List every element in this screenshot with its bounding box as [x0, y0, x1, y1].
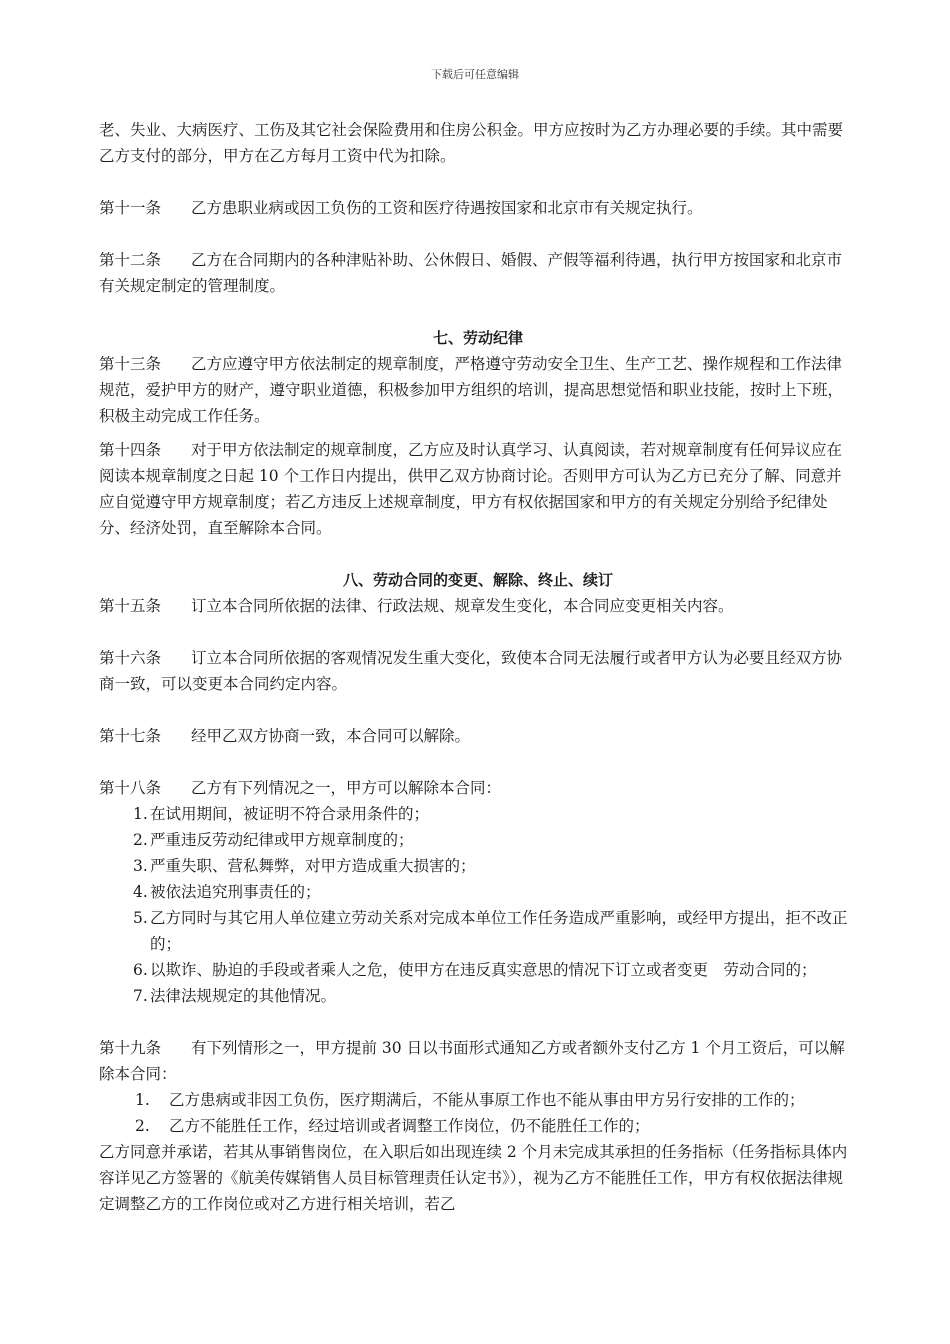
article-19-continuation: 乙方同意并承诺，若其从事销售岗位，在入职后如出现连续 2 个月未完成其承担的任务指标（任务指标具体内容详见乙方签署的《航美传媒销售人员目标管理责任认定书》），视为乙方不能胜任工作，甲方有权依据法律规定调整乙方的工作岗位或对乙方进行相关培训，若乙 [99, 1143, 848, 1213]
list-item: 2. 乙方不能胜任工作，经过培训或者调整工作岗位，仍不能胜任工作的； [135, 1117, 650, 1135]
article-13 [99, 351, 857, 429]
page-header: 下载后可任意编辑 [431, 68, 519, 81]
article-12 [99, 247, 857, 299]
list-item: 1. 在试用期间，被证明不符合录用条件的； [133, 805, 430, 823]
list-item: 7. 法律法规规定的其他情况。 [133, 987, 337, 1005]
section-heading-8: 八、劳动合同的变更、解除、终止、续订 [342, 571, 613, 589]
article-11 [99, 195, 857, 221]
article-label: 第十八条 [99, 779, 162, 797]
article-label: 第十五条 [99, 597, 162, 615]
document-body [99, 117, 857, 1217]
article-text: 乙方患职业病或因工负伤的工资和医疗待遇按国家和北京市有关规定执行。 [191, 199, 703, 217]
article-16 [99, 645, 857, 697]
article-18-list [99, 801, 857, 1009]
article-label: 第十二条 [99, 251, 162, 269]
article-15 [99, 593, 857, 619]
article-text: 经甲乙双方协商一致，本合同可以解除。 [191, 727, 471, 745]
list-item: 1. 乙方患病或非因工负伤，医疗期满后，不能从事原工作也不能从事由甲方另行安排的工作的； [135, 1091, 805, 1109]
article-label: 第十一条 [99, 199, 162, 217]
article-17 [99, 723, 857, 749]
paragraph-continued: 老、失业、大病医疗、工伤及其它社会保险费用和住房公积金。甲方应按时为乙方办理必要的手续。其中需要乙方支付的部分，甲方在乙方每月工资中代为扣除。 [99, 121, 844, 165]
article-label: 第十九条 [99, 1039, 162, 1057]
article-label: 第十六条 [99, 649, 162, 667]
list-item: 2. 严重违反劳动纪律或甲方规章制度的； [133, 831, 414, 849]
article-19-list [99, 1087, 857, 1139]
list-item: 5. 乙方同时与其它用人单位建立劳动关系对完成本单位工作任务造成严重影响，或经甲方提出，拒不改正的； [133, 909, 848, 953]
article-text: 对于甲方依法制定的规章制度，乙方应及时认真学习、认真阅读，若对规章制度有任何异议应在阅读本规章制度之日起 10 个工作日内提出，供甲乙双方协商讨论。否则甲方可认为乙方已充分了解、同意并应自觉遵守甲方规章制度；若乙方违反上述规章制度，甲方有权依据国家和甲方的有关规定分别给予纪律处分、经济处罚，直至解除本合同。 [99, 441, 843, 537]
article-text: 乙方有下列情况之一，甲方可以解除本合同： [191, 779, 502, 797]
section-heading-7: 七、劳动纪律 [432, 329, 523, 347]
article-text: 有下列情形之一，甲方提前 30 日以书面形式通知乙方或者额外支付乙方 1 个月工资后，可以解除本合同： [99, 1039, 845, 1083]
article-text: 乙方在合同期内的各种津贴补助、公休假日、婚假、产假等福利待遇，执行甲方按国家和北京市有关规定制定的管理制度。 [99, 251, 843, 295]
article-label: 第十七条 [99, 727, 162, 745]
list-item: 4. 被依法追究刑事责任的； [133, 883, 321, 901]
article-label: 第十三条 [99, 355, 162, 373]
article-label: 第十四条 [99, 441, 162, 459]
list-item: 6. 以欺诈、胁迫的手段或者乘人之危，使甲方在违反真实意思的情况下订立或者变更 劳动合同的； [133, 961, 817, 979]
article-text: 订立本合同所依据的法律、行政法规、规章发生变化，本合同应变更相关内容。 [191, 597, 734, 615]
list-item: 3. 严重失职、营私舞弊，对甲方造成重大损害的； [133, 857, 476, 875]
article-14 [99, 437, 857, 541]
article-text: 订立本合同所依据的客观情况发生重大变化，致使本合同无法履行或者甲方认为必要且经双方协商一致，可以变更本合同约定内容。 [99, 649, 843, 693]
article-19 [99, 1035, 857, 1087]
article-18 [99, 775, 857, 801]
article-text: 乙方应遵守甲方依法制定的规章制度，严格遵守劳动安全卫生、生产工艺、操作规程和工作法律规范，爱护甲方的财产，遵守职业道德，积极参加甲方组织的培训，提高思想觉悟和职业技能，按时上下班，积极主动完成工作任务。 [99, 355, 844, 425]
